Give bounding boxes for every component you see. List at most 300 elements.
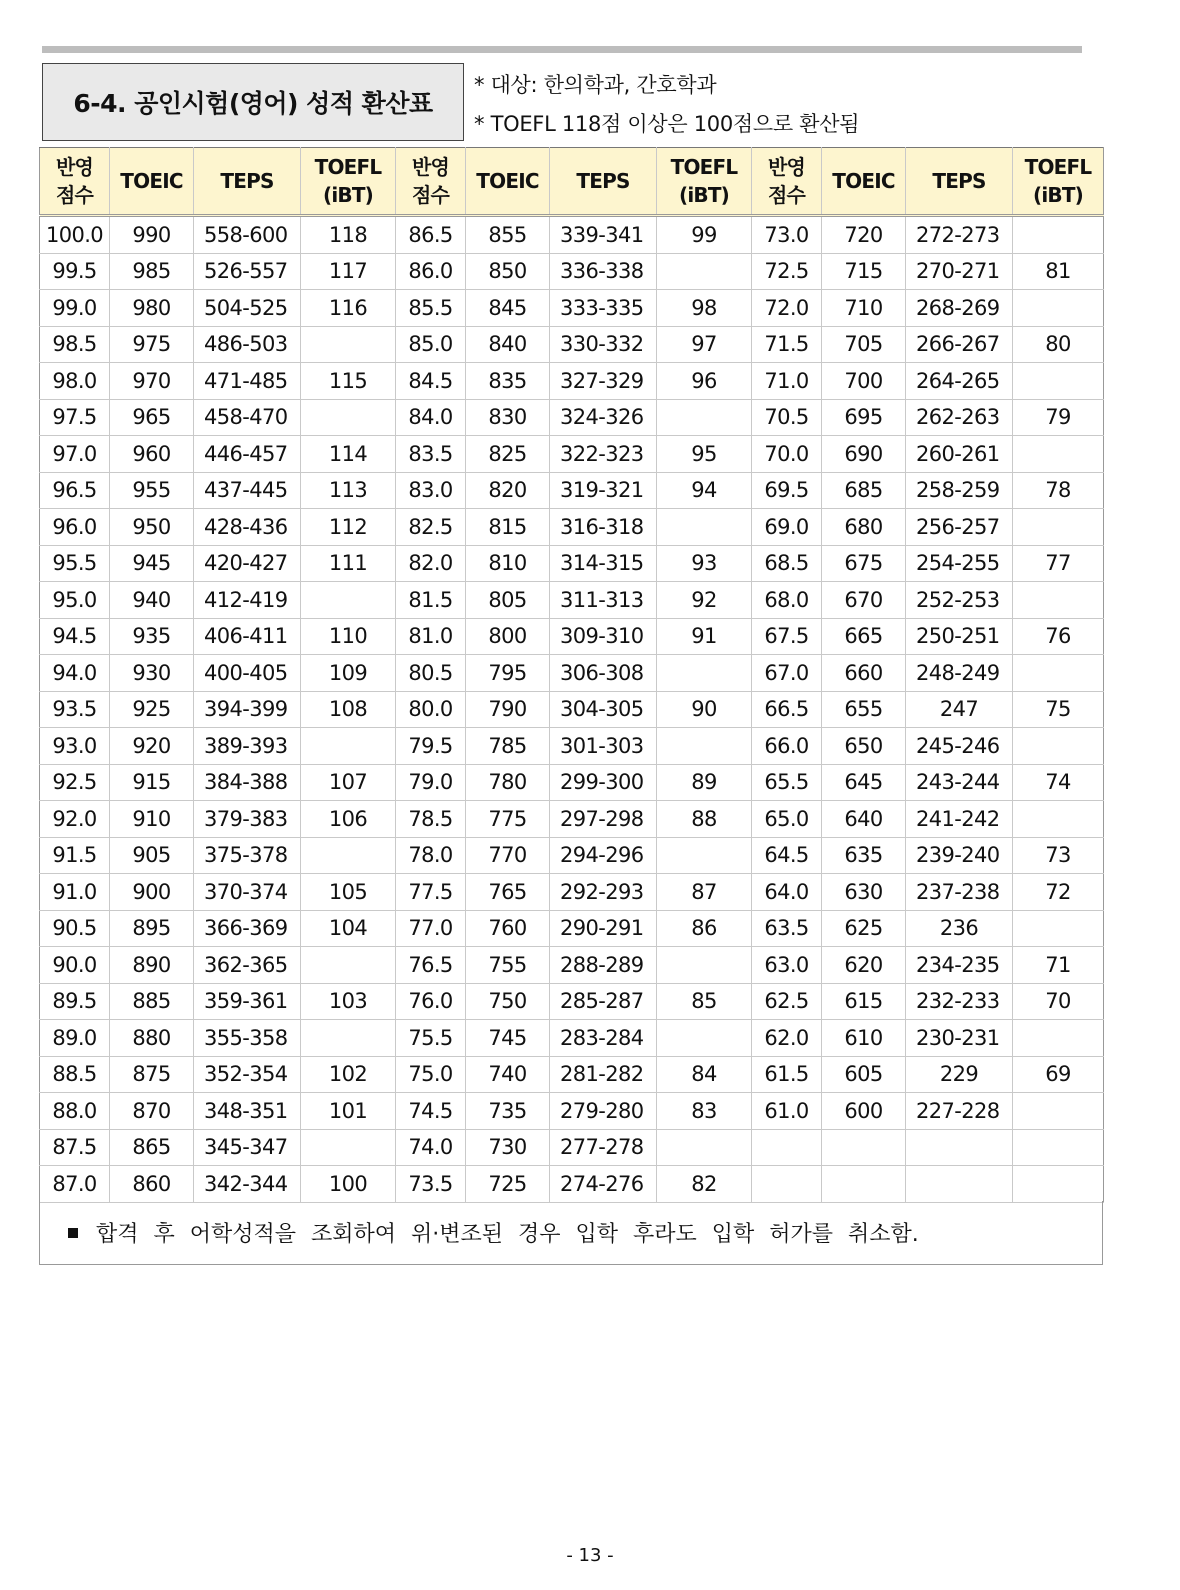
table-cell: 89.0 xyxy=(40,1020,110,1057)
table-cell: 301-303 xyxy=(550,728,657,765)
table-cell xyxy=(657,1020,752,1057)
table-cell xyxy=(906,1129,1013,1166)
table-row xyxy=(40,1056,1104,1093)
table-cell: 765 xyxy=(466,874,550,911)
section-title-text: 6-4. 공인시험(영어) 성적 환산표 xyxy=(73,89,433,118)
table-cell: 925 xyxy=(110,691,194,728)
table-cell xyxy=(301,1020,396,1057)
table-cell: 980 xyxy=(110,290,194,327)
table-cell: 910 xyxy=(110,801,194,838)
table-cell: 232-233 xyxy=(906,983,1013,1020)
table-cell: 685 xyxy=(822,472,906,509)
table-cell: 113 xyxy=(301,472,396,509)
table-cell: 227-228 xyxy=(906,1093,1013,1130)
table-cell: 258-259 xyxy=(906,472,1013,509)
table-cell: 266-267 xyxy=(906,326,1013,363)
table-cell xyxy=(1013,1129,1104,1166)
table-cell: 985 xyxy=(110,253,194,290)
table-cell: 91.5 xyxy=(40,837,110,874)
table-cell: 412-419 xyxy=(194,582,301,619)
table-cell: 95.0 xyxy=(40,582,110,619)
table-cell: 650 xyxy=(822,728,906,765)
table-row xyxy=(40,326,1104,363)
table-cell: 74.0 xyxy=(396,1129,466,1166)
table-cell: 384-388 xyxy=(194,764,301,801)
table-cell xyxy=(657,399,752,436)
table-cell: 63.5 xyxy=(752,910,822,947)
table-cell: 970 xyxy=(110,363,194,400)
table-cell: 665 xyxy=(822,618,906,655)
table-cell: 304-305 xyxy=(550,691,657,728)
table-cell: 91.0 xyxy=(40,874,110,911)
table-cell xyxy=(1013,1020,1104,1057)
table-cell: 62.0 xyxy=(752,1020,822,1057)
table-cell: 104 xyxy=(301,910,396,947)
table-cell: 82.5 xyxy=(396,509,466,546)
table-row xyxy=(40,910,1104,947)
table-cell: 77.0 xyxy=(396,910,466,947)
table-cell: 115 xyxy=(301,363,396,400)
table-cell: 80.5 xyxy=(396,655,466,692)
table-row xyxy=(40,618,1104,655)
table-cell: 314-315 xyxy=(550,545,657,582)
table-cell: 103 xyxy=(301,983,396,1020)
table-cell: 92.0 xyxy=(40,801,110,838)
table-cell: 86 xyxy=(657,910,752,947)
table-cell: 437-445 xyxy=(194,472,301,509)
column-header xyxy=(657,148,752,216)
table-cell: 77 xyxy=(1013,545,1104,582)
table-cell: 112 xyxy=(301,509,396,546)
table-cell: 75 xyxy=(1013,691,1104,728)
table-cell: 290-291 xyxy=(550,910,657,947)
table-cell: 615 xyxy=(822,983,906,1020)
table-cell: 239-240 xyxy=(906,837,1013,874)
page-number: - 13 - xyxy=(566,1545,614,1566)
table-cell: 366-369 xyxy=(194,910,301,947)
table-cell: 67.0 xyxy=(752,655,822,692)
table-row xyxy=(40,253,1104,290)
table-cell: 248-249 xyxy=(906,655,1013,692)
table-cell xyxy=(657,253,752,290)
table-cell: 99.0 xyxy=(40,290,110,327)
table-cell: 780 xyxy=(466,764,550,801)
table-cell xyxy=(822,1166,906,1203)
table-cell xyxy=(1013,216,1104,254)
table-cell: 820 xyxy=(466,472,550,509)
table-cell: 730 xyxy=(466,1129,550,1166)
table-cell: 270-271 xyxy=(906,253,1013,290)
table-cell: 322-323 xyxy=(550,436,657,473)
table-cell: 93 xyxy=(657,545,752,582)
table-cell: 810 xyxy=(466,545,550,582)
table-header-row xyxy=(40,148,1104,216)
table-cell: 299-300 xyxy=(550,764,657,801)
table-cell: 93.0 xyxy=(40,728,110,765)
table-cell: 95.5 xyxy=(40,545,110,582)
table-cell: 316-318 xyxy=(550,509,657,546)
table-cell: 252-253 xyxy=(906,582,1013,619)
column-header-line1: TEPS xyxy=(220,169,274,193)
table-cell: 362-365 xyxy=(194,947,301,984)
table-row xyxy=(40,801,1104,838)
table-cell: 745 xyxy=(466,1020,550,1057)
table-cell xyxy=(1013,1093,1104,1130)
table-cell: 254-255 xyxy=(906,545,1013,582)
column-header xyxy=(194,148,301,216)
table-cell: 118 xyxy=(301,216,396,254)
table-cell: 336-338 xyxy=(550,253,657,290)
table-cell: 70.5 xyxy=(752,399,822,436)
table-cell: 700 xyxy=(822,363,906,400)
table-cell: 73.5 xyxy=(396,1166,466,1203)
table-cell: 94.0 xyxy=(40,655,110,692)
column-header xyxy=(822,148,906,216)
table-cell: 90.0 xyxy=(40,947,110,984)
table-row xyxy=(40,545,1104,582)
table-row xyxy=(40,216,1104,254)
table-cell: 750 xyxy=(466,983,550,1020)
table-cell: 93.5 xyxy=(40,691,110,728)
table-cell: 345-347 xyxy=(194,1129,301,1166)
table-cell: 100 xyxy=(301,1166,396,1203)
table-cell: 61.0 xyxy=(752,1093,822,1130)
table-cell: 98.0 xyxy=(40,363,110,400)
table-cell: 87.5 xyxy=(40,1129,110,1166)
table-cell: 68.5 xyxy=(752,545,822,582)
table-body xyxy=(40,216,1104,1203)
score-conversion-table xyxy=(39,147,1104,1203)
column-header xyxy=(301,148,396,216)
table-cell: 63.0 xyxy=(752,947,822,984)
table-cell: 630 xyxy=(822,874,906,911)
table-cell: 675 xyxy=(822,545,906,582)
table-cell: 73 xyxy=(1013,837,1104,874)
table-cell: 229 xyxy=(906,1056,1013,1093)
table-cell: 297-298 xyxy=(550,801,657,838)
table-cell: 71 xyxy=(1013,947,1104,984)
table-cell: 815 xyxy=(466,509,550,546)
table-cell: 69 xyxy=(1013,1056,1104,1093)
column-header-line1: TOEFL xyxy=(1024,155,1092,179)
column-header-line2: (iBT) xyxy=(322,183,374,207)
column-header xyxy=(466,148,550,216)
table-cell: 855 xyxy=(466,216,550,254)
table-cell: 80 xyxy=(1013,326,1104,363)
table-cell: 875 xyxy=(110,1056,194,1093)
table-cell: 458-470 xyxy=(194,399,301,436)
column-header-line1: TEPS xyxy=(576,169,630,193)
table-cell: 277-278 xyxy=(550,1129,657,1166)
table-cell: 117 xyxy=(301,253,396,290)
table-cell: 605 xyxy=(822,1056,906,1093)
column-header xyxy=(40,148,110,216)
table-cell: 975 xyxy=(110,326,194,363)
table-cell: 655 xyxy=(822,691,906,728)
table-row xyxy=(40,764,1104,801)
column-header xyxy=(550,148,657,216)
table-cell: 83.5 xyxy=(396,436,466,473)
table-cell: 79.5 xyxy=(396,728,466,765)
table-cell: 71.0 xyxy=(752,363,822,400)
table-cell: 905 xyxy=(110,837,194,874)
table-cell: 805 xyxy=(466,582,550,619)
table-cell: 97.0 xyxy=(40,436,110,473)
table-cell xyxy=(822,1129,906,1166)
column-header-line1: TOEFL xyxy=(670,155,738,179)
table-cell: 725 xyxy=(466,1166,550,1203)
table-row xyxy=(40,363,1104,400)
table-cell: 311-313 xyxy=(550,582,657,619)
table-cell: 292-293 xyxy=(550,874,657,911)
table-cell: 74.5 xyxy=(396,1093,466,1130)
table-cell: 486-503 xyxy=(194,326,301,363)
table-cell: 945 xyxy=(110,545,194,582)
table-cell: 471-485 xyxy=(194,363,301,400)
table-cell: 78.5 xyxy=(396,801,466,838)
table-cell: 116 xyxy=(301,290,396,327)
table-cell: 72.5 xyxy=(752,253,822,290)
table-cell: 64.0 xyxy=(752,874,822,911)
table-cell: 79.0 xyxy=(396,764,466,801)
table-cell: 645 xyxy=(822,764,906,801)
table-row xyxy=(40,1166,1104,1203)
table-cell: 88.0 xyxy=(40,1093,110,1130)
table-cell: 88.5 xyxy=(40,1056,110,1093)
table-cell: 333-335 xyxy=(550,290,657,327)
table-cell: 890 xyxy=(110,947,194,984)
table-cell: 79 xyxy=(1013,399,1104,436)
table-row xyxy=(40,1020,1104,1057)
square-bullet-icon xyxy=(68,1228,78,1238)
table-cell: 610 xyxy=(822,1020,906,1057)
table-cell xyxy=(301,1129,396,1166)
top-divider xyxy=(42,46,1082,53)
table-cell: 85.0 xyxy=(396,326,466,363)
table-cell: 600 xyxy=(822,1093,906,1130)
table-cell: 375-378 xyxy=(194,837,301,874)
table-cell: 77.5 xyxy=(396,874,466,911)
table-cell: 96 xyxy=(657,363,752,400)
table-cell: 720 xyxy=(822,216,906,254)
table-row xyxy=(40,947,1104,984)
table-cell: 101 xyxy=(301,1093,396,1130)
table-row xyxy=(40,1093,1104,1130)
table-cell: 76.5 xyxy=(396,947,466,984)
table-cell: 106 xyxy=(301,801,396,838)
table-cell: 705 xyxy=(822,326,906,363)
table-cell: 790 xyxy=(466,691,550,728)
table-cell: 95 xyxy=(657,436,752,473)
table-cell: 895 xyxy=(110,910,194,947)
table-cell xyxy=(1013,801,1104,838)
table-cell: 915 xyxy=(110,764,194,801)
table-cell: 65.0 xyxy=(752,801,822,838)
table-cell: 97 xyxy=(657,326,752,363)
table-cell: 294-296 xyxy=(550,837,657,874)
table-cell: 740 xyxy=(466,1056,550,1093)
table-cell: 62.5 xyxy=(752,983,822,1020)
table-cell: 91 xyxy=(657,618,752,655)
table-cell: 504-525 xyxy=(194,290,301,327)
table-cell: 342-344 xyxy=(194,1166,301,1203)
table-cell: 330-332 xyxy=(550,326,657,363)
table-cell: 61.5 xyxy=(752,1056,822,1093)
table-cell: 230-231 xyxy=(906,1020,1013,1057)
table-cell: 241-242 xyxy=(906,801,1013,838)
table-cell: 110 xyxy=(301,618,396,655)
table-cell: 64.5 xyxy=(752,837,822,874)
table-cell: 965 xyxy=(110,399,194,436)
table-cell: 81.5 xyxy=(396,582,466,619)
table-cell xyxy=(657,509,752,546)
table-cell: 80.0 xyxy=(396,691,466,728)
table-row xyxy=(40,728,1104,765)
table-cell: 107 xyxy=(301,764,396,801)
table-cell: 660 xyxy=(822,655,906,692)
table-cell: 800 xyxy=(466,618,550,655)
table-cell: 309-310 xyxy=(550,618,657,655)
table-cell: 272-273 xyxy=(906,216,1013,254)
table-cell: 236 xyxy=(906,910,1013,947)
table-cell: 770 xyxy=(466,837,550,874)
table-cell xyxy=(657,1129,752,1166)
table-cell: 111 xyxy=(301,545,396,582)
table-cell xyxy=(752,1129,822,1166)
table-cell: 695 xyxy=(822,399,906,436)
table-cell: 66.5 xyxy=(752,691,822,728)
table-cell: 70.0 xyxy=(752,436,822,473)
column-header-line1: 반영 xyxy=(55,155,94,179)
table-cell: 66.0 xyxy=(752,728,822,765)
table-cell: 950 xyxy=(110,509,194,546)
table-cell xyxy=(657,837,752,874)
table-cell: 370-374 xyxy=(194,874,301,911)
table-cell xyxy=(752,1166,822,1203)
table-cell: 237-238 xyxy=(906,874,1013,911)
table-cell: 274-276 xyxy=(550,1166,657,1203)
table-cell: 90 xyxy=(657,691,752,728)
table-cell: 795 xyxy=(466,655,550,692)
table-cell: 102 xyxy=(301,1056,396,1093)
column-header-line1: TOEFL xyxy=(314,155,382,179)
table-row xyxy=(40,509,1104,546)
table-cell xyxy=(657,655,752,692)
table-cell: 96.0 xyxy=(40,509,110,546)
table-row xyxy=(40,436,1104,473)
table-cell: 940 xyxy=(110,582,194,619)
column-header-line2: 점수 xyxy=(767,183,806,207)
table-cell: 635 xyxy=(822,837,906,874)
table-cell: 82 xyxy=(657,1166,752,1203)
table-cell: 352-354 xyxy=(194,1056,301,1093)
table-cell: 680 xyxy=(822,509,906,546)
table-row xyxy=(40,472,1104,509)
table-cell: 75.5 xyxy=(396,1020,466,1057)
table-cell: 89.5 xyxy=(40,983,110,1020)
table-cell: 250-251 xyxy=(906,618,1013,655)
table-row xyxy=(40,290,1104,327)
table-cell: 81 xyxy=(1013,253,1104,290)
table-cell: 85.5 xyxy=(396,290,466,327)
table-cell: 69.0 xyxy=(752,509,822,546)
table-cell: 348-351 xyxy=(194,1093,301,1130)
table-cell: 840 xyxy=(466,326,550,363)
table-row xyxy=(40,399,1104,436)
table-cell: 86.5 xyxy=(396,216,466,254)
table-cell: 319-321 xyxy=(550,472,657,509)
table-cell: 400-405 xyxy=(194,655,301,692)
column-header xyxy=(110,148,194,216)
footer-note xyxy=(39,1201,1103,1265)
table-cell xyxy=(301,582,396,619)
table-cell: 109 xyxy=(301,655,396,692)
table-cell: 620 xyxy=(822,947,906,984)
table-cell: 90.5 xyxy=(40,910,110,947)
note-toefl: * TOEFL 118점 이상은 100점으로 환산됨 xyxy=(474,112,860,136)
table-cell: 268-269 xyxy=(906,290,1013,327)
table-cell: 870 xyxy=(110,1093,194,1130)
table-cell xyxy=(301,326,396,363)
note-target: * 대상: 한의학과, 간호학과 xyxy=(474,73,717,97)
table-cell: 256-257 xyxy=(906,509,1013,546)
table-cell: 92 xyxy=(657,582,752,619)
table-cell xyxy=(1013,363,1104,400)
table-cell: 785 xyxy=(466,728,550,765)
table-cell xyxy=(1013,582,1104,619)
table-cell: 865 xyxy=(110,1129,194,1166)
table-cell: 394-399 xyxy=(194,691,301,728)
column-header-line2: 점수 xyxy=(55,183,94,207)
table-cell: 775 xyxy=(466,801,550,838)
table-cell: 73.0 xyxy=(752,216,822,254)
table-cell: 96.5 xyxy=(40,472,110,509)
table-cell: 526-557 xyxy=(194,253,301,290)
table-cell: 625 xyxy=(822,910,906,947)
column-header xyxy=(906,148,1013,216)
table-cell xyxy=(301,399,396,436)
table-cell: 260-261 xyxy=(906,436,1013,473)
table-cell: 446-457 xyxy=(194,436,301,473)
column-header-line1: 반영 xyxy=(767,155,806,179)
table-cell: 955 xyxy=(110,472,194,509)
table-cell: 94 xyxy=(657,472,752,509)
table-cell: 306-308 xyxy=(550,655,657,692)
table-cell: 715 xyxy=(822,253,906,290)
table-row xyxy=(40,874,1104,911)
table-cell: 935 xyxy=(110,618,194,655)
table-cell: 279-280 xyxy=(550,1093,657,1130)
table-cell: 98.5 xyxy=(40,326,110,363)
table-cell: 108 xyxy=(301,691,396,728)
table-cell: 825 xyxy=(466,436,550,473)
table-cell: 92.5 xyxy=(40,764,110,801)
table-cell: 75.0 xyxy=(396,1056,466,1093)
table-cell: 830 xyxy=(466,399,550,436)
table-cell: 69.5 xyxy=(752,472,822,509)
table-cell: 900 xyxy=(110,874,194,911)
table-cell xyxy=(301,837,396,874)
table-row xyxy=(40,655,1104,692)
table-cell: 262-263 xyxy=(906,399,1013,436)
table-cell: 234-235 xyxy=(906,947,1013,984)
table-cell: 84.5 xyxy=(396,363,466,400)
table-cell: 850 xyxy=(466,253,550,290)
table-cell: 558-600 xyxy=(194,216,301,254)
table-cell: 76 xyxy=(1013,618,1104,655)
table-cell: 324-326 xyxy=(550,399,657,436)
table-cell: 100.0 xyxy=(40,216,110,254)
